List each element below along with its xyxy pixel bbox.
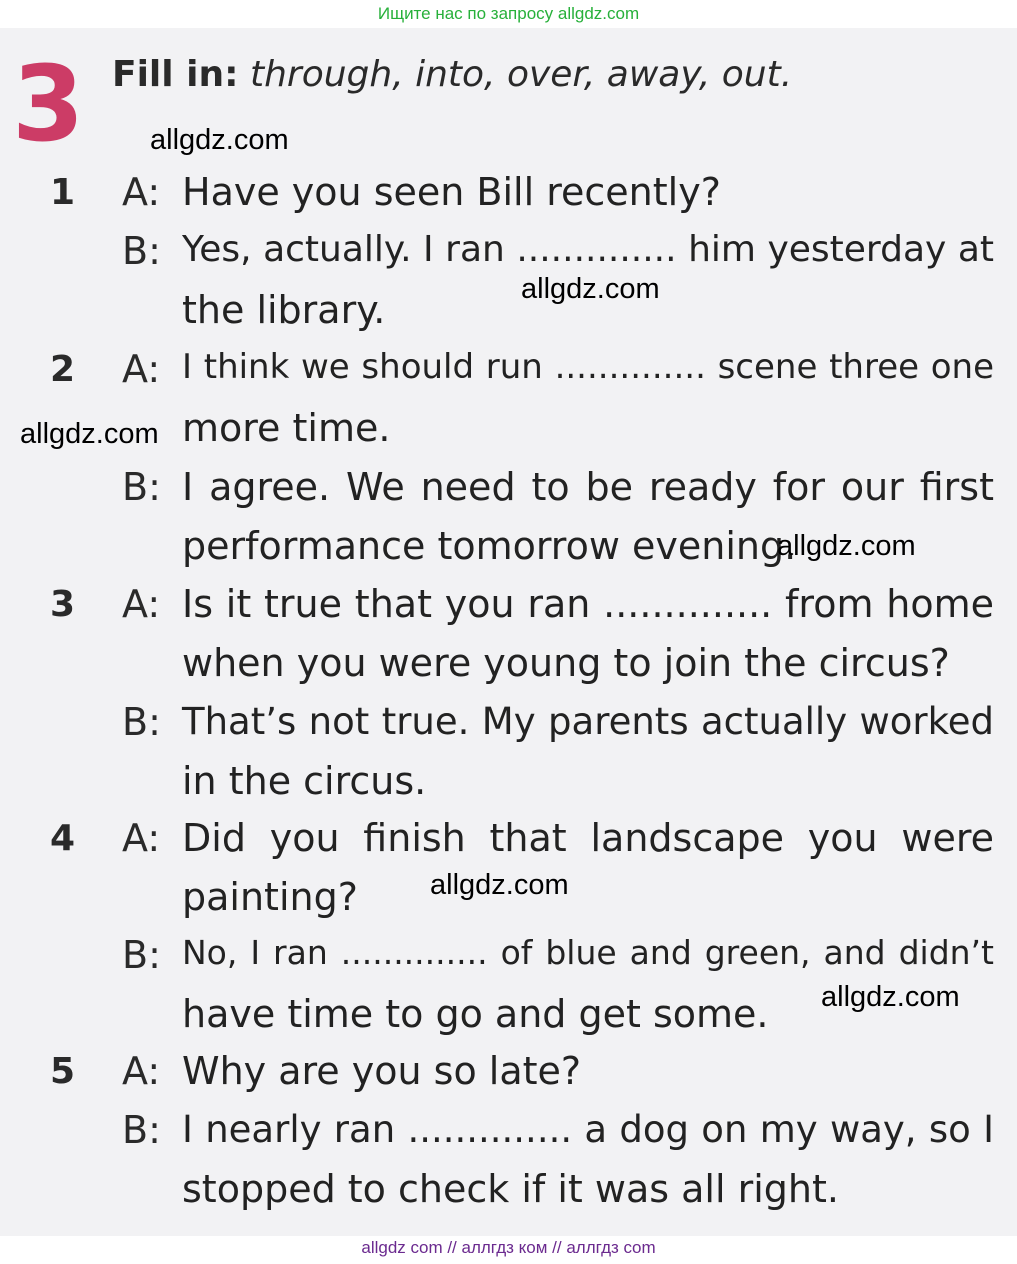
item-number: 5	[50, 1051, 76, 1092]
dialogue-line: Why are you so late?	[182, 1049, 582, 1093]
exercise-instruction	[112, 54, 792, 95]
dialogue-line: more time.	[182, 406, 391, 450]
watermark: allgdz.com	[777, 530, 916, 562]
dialogue-line: painting?	[182, 875, 358, 919]
dialogue-line-with-blank: Yes, actually. I ran .............. him yesterday at	[182, 229, 994, 270]
dialogue-line: That’s not true. My parents actually worked	[182, 700, 994, 743]
speaker-b-label: B:	[122, 1108, 161, 1152]
item-number: 2	[50, 349, 76, 390]
dialogue-line: in the circus.	[182, 759, 427, 803]
speaker-b-label: B:	[122, 465, 161, 509]
watermark: allgdz.com	[150, 124, 289, 156]
watermark: allgdz.com	[821, 981, 960, 1013]
speaker-a-label: A:	[122, 347, 161, 391]
dialogue-line: stopped to check if it was all right.	[182, 1167, 839, 1211]
watermark: allgdz.com	[521, 273, 660, 305]
dialogue-line: I agree. We need to be ready for our first	[182, 465, 994, 509]
instruction-label: Fill in:	[112, 54, 239, 95]
exercise-number: 3	[12, 43, 85, 165]
speaker-a-label: A:	[122, 170, 161, 214]
dialogue-line: performance tomorrow evening.	[182, 524, 797, 568]
dialogue-line: when you were young to join the circus?	[182, 641, 950, 685]
dialogue-line-with-blank: I think we should run .............. scene three one	[182, 347, 994, 387]
top-banner: Ищите нас по запросу allgdz.com	[377, 4, 640, 23]
dialogue-line-with-blank: I nearly ran .............. a dog on my way, so I	[182, 1108, 994, 1151]
dialogue-line-with-blank: No, I ran .............. of blue and green, and didn’t	[182, 933, 994, 972]
item-number: 4	[50, 818, 76, 859]
item-number: 3	[50, 584, 76, 625]
speaker-b-label: B:	[122, 700, 161, 744]
dialogue-line: have time to go and get some.	[182, 992, 769, 1036]
dialogue-line: the library.	[182, 288, 386, 332]
dialogue-line: Did you finish that landscape you were	[182, 816, 994, 860]
watermark: allgdz.com	[20, 418, 159, 450]
dialogue-line-with-blank: Is it true that you ran .............. from home	[182, 582, 994, 626]
speaker-a-label: A:	[122, 1049, 161, 1093]
item-number: 1	[50, 172, 76, 213]
speaker-b-label: B:	[122, 933, 161, 977]
bottom-banner: allgdz com // аллгдз ком // аллгдз com	[361, 1238, 656, 1257]
speaker-a-label: A:	[122, 816, 161, 860]
speaker-b-label: B:	[122, 229, 161, 273]
dialogue-line: Have you seen Bill recently?	[182, 170, 721, 214]
speaker-a-label: A:	[122, 582, 161, 626]
instruction-words: through, into, over, away, out.	[249, 54, 793, 95]
watermark: allgdz.com	[430, 869, 569, 901]
